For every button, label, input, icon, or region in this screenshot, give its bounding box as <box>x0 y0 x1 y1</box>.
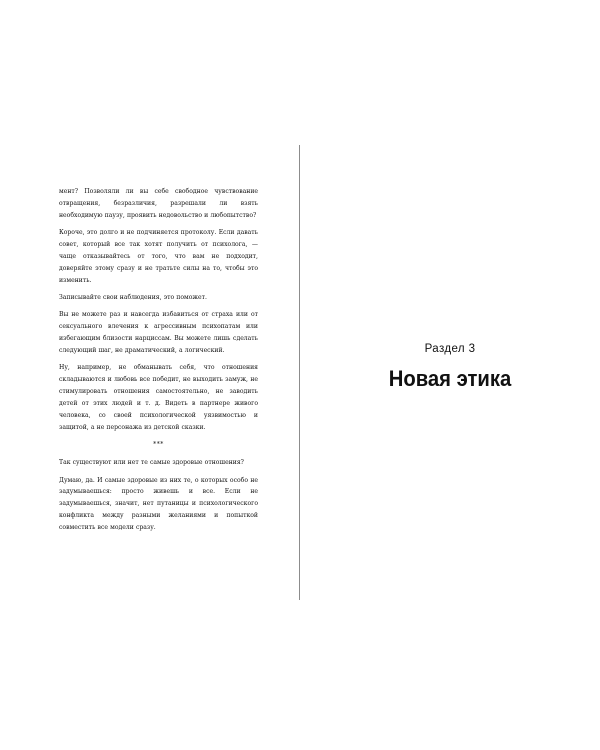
paragraph: мент? Позволяли ли вы себе свободное чувствование отвращения, безразличия, разрешали ли взять необходимую паузу, проявить недовольство и любопытство? <box>59 188 258 219</box>
right-page <box>300 145 600 600</box>
left-page <box>0 145 300 600</box>
paragraph: Вы не можете раз и навсегда избавиться от страха или от сексуального влечения к агрессивным психопатам или избегающим близости нарциссам. Вы можете лишь сделать следующий шаг, не драматический, а логический. <box>59 311 258 354</box>
section-label: Раздел 3 <box>424 343 476 355</box>
paragraph: Ну, например, не обманывать себя, что отношения складываются и любовь все победит, не выходить замуж, не стимулировать отношения самостоятельно, не заводить детей от этих людей и т. д. Видеть в партнере живого человека, со своей психологической уязвимостью и защитой, а не персонажа из детской сказки. <box>59 363 258 431</box>
paragraph: Думаю, да. И самые здоровые из них те, о которых особо не задумываешься: просто живешь и все. Если не задумываешься, значит, нет путаницы и психологического конфликта между разными желаниями и попыткой совместить все модели сразу. <box>59 476 258 532</box>
paragraph: Короче, это долго и не подчиняется протоколу. Если давать совет, который все так хотят получить от психолога, — чаще отказывайтесь от того, что вам не подходит, доверяйте этому сразу и не тратьте силы на то, чтобы это изменить. <box>59 229 258 284</box>
section-title: Новая этика <box>388 366 512 391</box>
paragraph: Так существуют или нет те самые здоровые отношения? <box>59 459 244 467</box>
section-separator: *** <box>153 441 164 449</box>
body-text <box>59 186 258 539</box>
paragraph: Записывайте свои наблюдения, это поможет. <box>59 293 207 301</box>
